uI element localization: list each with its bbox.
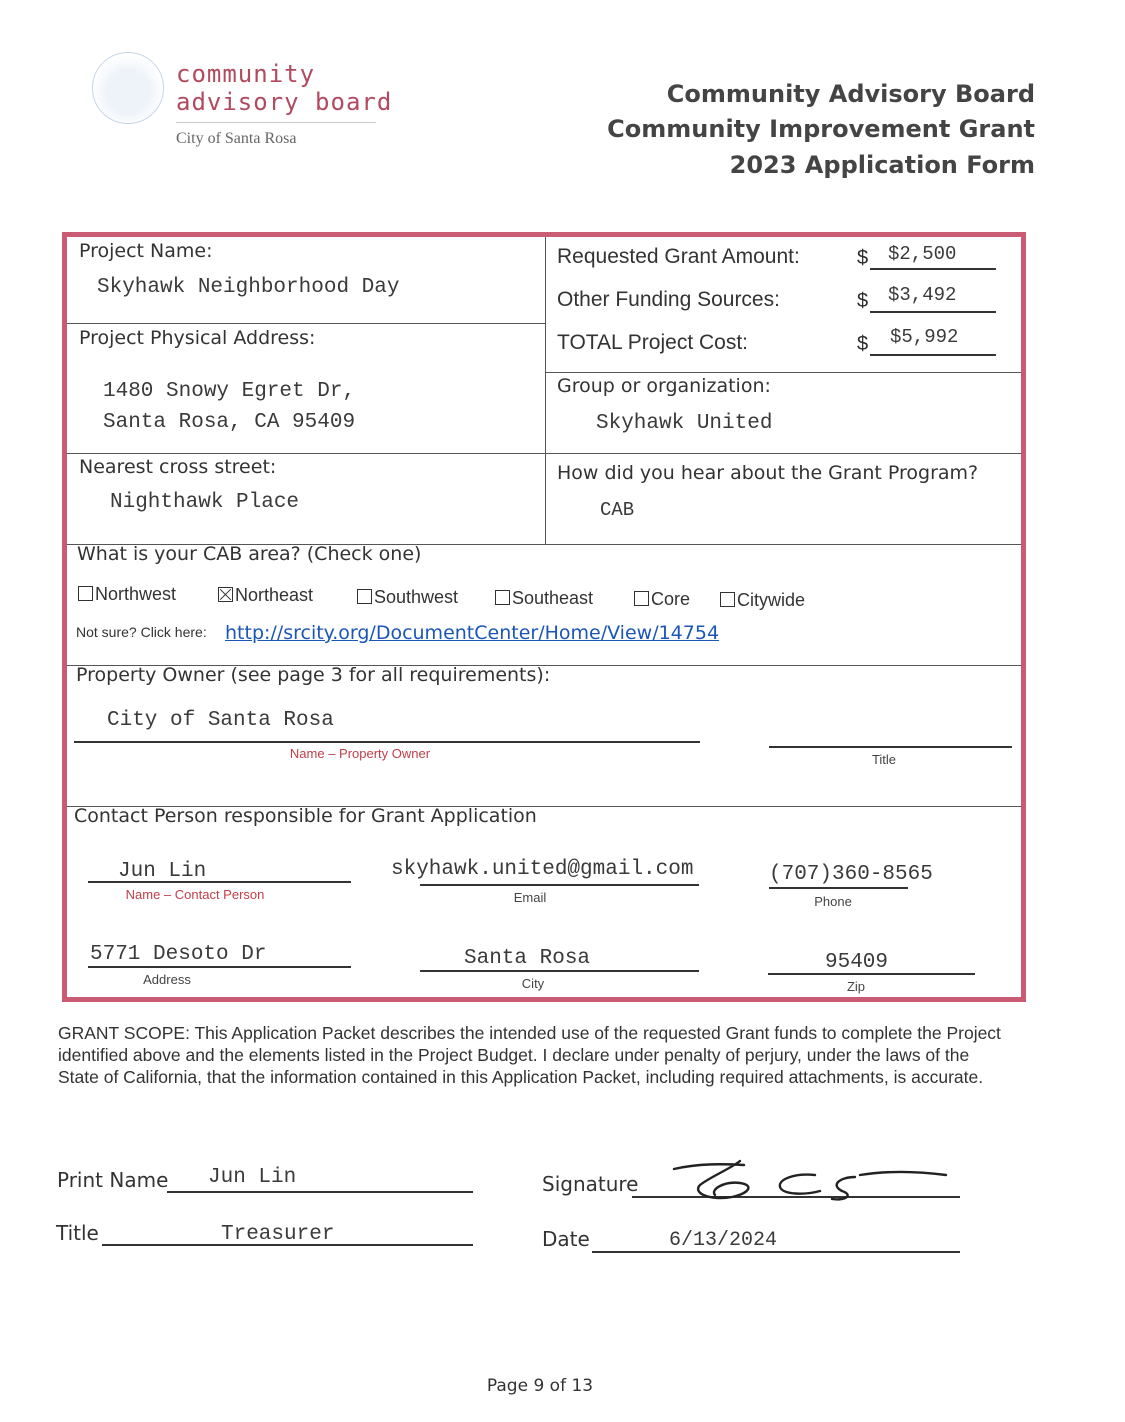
contact-zip-value[interactable]: 95409 — [825, 951, 889, 974]
handwritten-signature — [670, 1155, 960, 1215]
header-line1: Community Advisory Board — [666, 80, 1035, 108]
checkbox-label: Northeast — [235, 585, 314, 605]
contact-email-value[interactable]: skyhawk.united@gmail.com — [391, 858, 694, 881]
project-name-label: Project Name: — [79, 240, 213, 262]
print-name-value[interactable]: Jun Lin — [208, 1166, 297, 1189]
cross-street-label: Nearest cross street: — [79, 456, 277, 478]
checkbox-icon — [495, 590, 510, 605]
property-owner-label: Property Owner (see page 3 for all requirements): — [76, 664, 551, 686]
checkbox-icon — [78, 586, 93, 601]
header-line3: 2023 Application Form — [729, 151, 1035, 179]
checkbox-northeast[interactable] — [218, 585, 313, 606]
contact-zip-line — [768, 973, 975, 975]
property-owner-title-caption: Title — [871, 752, 897, 767]
other-funding-label: Other Funding Sources: — [557, 288, 780, 311]
currency-sign: $ — [857, 333, 869, 355]
other-funding-value[interactable]: $3,492 — [888, 284, 957, 306]
contact-email-caption: Email — [513, 890, 547, 905]
date-label: Date — [542, 1227, 590, 1251]
requested-amount-line — [870, 268, 996, 270]
logo-line2: advisory board — [176, 88, 393, 116]
header-line2: Community Improvement Grant — [607, 115, 1035, 143]
logo-divider — [176, 122, 376, 123]
date-value[interactable]: 6/13/2024 — [669, 1229, 778, 1252]
row-divider — [545, 372, 1021, 373]
project-address-line1[interactable]: 1480 Snowy Egret Dr, — [103, 380, 356, 403]
checkbox-southwest[interactable] — [357, 587, 458, 608]
cab-area-label: What is your CAB area? (Check one) — [77, 543, 422, 565]
checkbox-label: Citywide — [737, 590, 806, 610]
cross-street-value[interactable]: Nighthawk Place — [110, 491, 300, 514]
checkbox-icon — [634, 591, 649, 606]
hear-about-label: How did you hear about the Grant Program? — [557, 462, 979, 484]
checkbox-core[interactable] — [634, 589, 690, 610]
print-name-label: Print Name — [57, 1168, 169, 1192]
logo-wordmark — [176, 60, 392, 116]
checkbox-northwest[interactable] — [78, 584, 176, 605]
checkbox-label: Northwest — [95, 584, 177, 604]
checkbox-label: Southwest — [374, 587, 459, 607]
group-value[interactable]: Skyhawk United — [596, 412, 773, 435]
property-owner-name-value[interactable]: City of Santa Rosa — [107, 709, 334, 732]
contact-zip-caption: Zip — [846, 979, 866, 994]
checkbox-label: Core — [651, 589, 691, 609]
checkbox-icon — [720, 592, 735, 607]
total-cost-label: TOTAL Project Cost: — [557, 331, 748, 354]
contact-address-value[interactable]: 5771 Desoto Dr — [90, 943, 267, 966]
not-sure-text: Not sure? Click here: — [76, 624, 207, 640]
checkbox-southeast[interactable] — [495, 588, 593, 609]
checkbox-label: Southeast — [512, 588, 594, 608]
page-number: Page 9 of 13 — [486, 1376, 594, 1396]
currency-sign: $ — [857, 247, 869, 269]
project-address-label: Project Physical Address: — [79, 327, 316, 349]
property-owner-title-line — [769, 746, 1012, 748]
signature-label: Signature — [542, 1172, 639, 1196]
contact-name-caption: Name – Contact Person — [125, 887, 265, 902]
logo-subtitle: City of Santa Rosa — [176, 130, 297, 147]
title-label: Title — [56, 1221, 99, 1245]
contact-name-line — [88, 881, 351, 883]
row-divider — [67, 323, 545, 324]
contact-phone-line — [769, 887, 908, 889]
contact-city-line — [420, 970, 699, 972]
checkbox-icon — [357, 589, 372, 604]
requested-amount-label: Requested Grant Amount: — [557, 245, 800, 268]
contact-phone-caption: Phone — [814, 894, 852, 909]
currency-sign: $ — [857, 290, 869, 312]
checkbox-citywide[interactable] — [720, 590, 805, 611]
checkbox-checked-icon — [218, 587, 233, 602]
total-cost-line — [870, 354, 996, 356]
project-address-line2[interactable]: Santa Rosa, CA 95409 — [103, 411, 356, 434]
project-name-value[interactable]: Skyhawk Neighborhood Day — [97, 276, 400, 299]
total-cost-value[interactable]: $5,992 — [890, 326, 959, 348]
contact-address-caption: Address — [143, 972, 191, 987]
logo-line1: community — [176, 60, 316, 88]
title-value[interactable]: Treasurer — [221, 1223, 335, 1246]
group-label: Group or organization: — [557, 375, 771, 397]
column-divider — [545, 237, 546, 544]
requested-amount-value[interactable]: $2,500 — [888, 243, 957, 265]
row-divider — [67, 453, 1021, 454]
property-owner-name-line — [74, 741, 700, 743]
hear-about-value[interactable]: CAB — [600, 499, 635, 521]
contact-city-caption: City — [521, 976, 545, 991]
other-funding-line — [870, 311, 996, 313]
contact-address-line — [88, 966, 351, 968]
property-owner-name-caption: Name – Property Owner — [289, 746, 431, 761]
grant-scope-text: GRANT SCOPE: This Application Packet describes the intended use of the requested Grant funds to complete the Project identified above and the elements listed in the Project Budget. I declare under penalty of perjury, under the laws of the State of California, that the information contained in this Application Packet, including required attachments, is accurate. — [58, 1023, 1001, 1087]
contact-email-line — [420, 884, 699, 886]
cab-area-map-link[interactable]: http://srcity.org/DocumentCenter/Home/View/14754 — [225, 622, 720, 644]
contact-city-value[interactable]: Santa Rosa — [464, 947, 591, 970]
contact-phone-value[interactable]: (707)360-8565 — [769, 863, 933, 886]
contact-person-label: Contact Person responsible for Grant Application — [74, 805, 537, 827]
contact-name-value[interactable]: Jun Lin — [118, 860, 207, 883]
print-name-line — [167, 1191, 473, 1193]
logo-emblem — [92, 52, 164, 124]
